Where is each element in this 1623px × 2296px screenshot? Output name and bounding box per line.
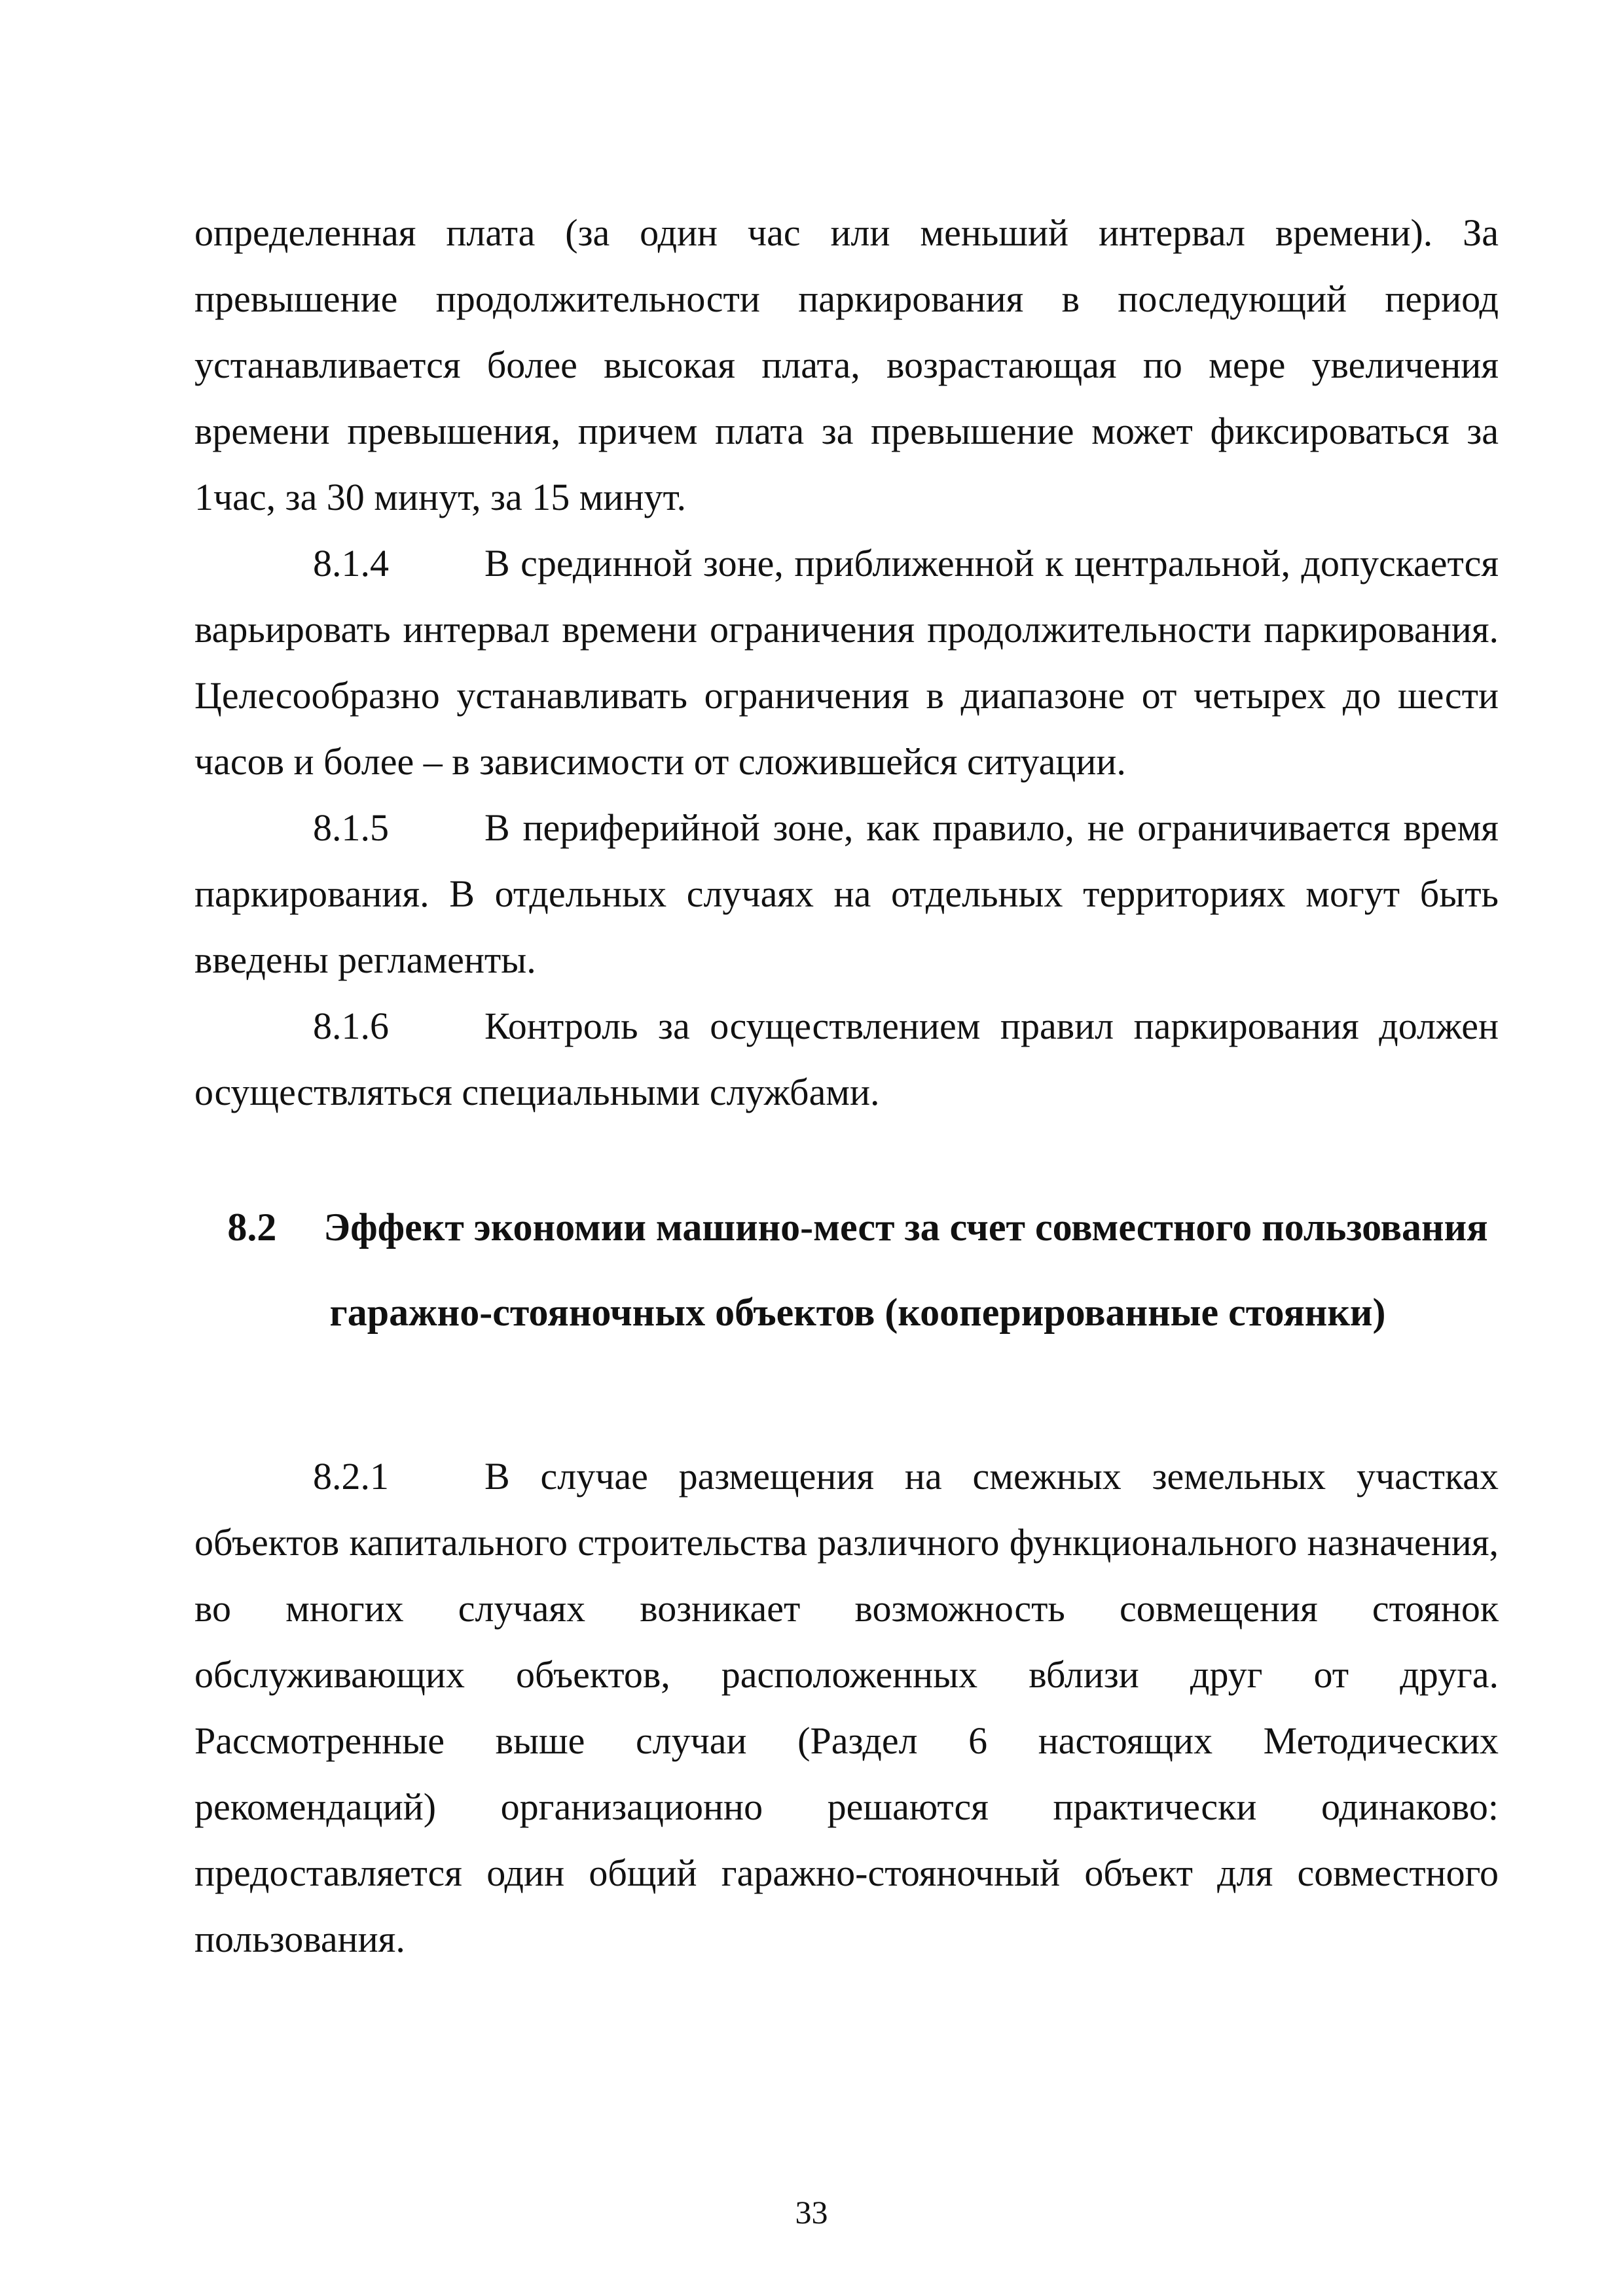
clause-number: 8.2.1 [313, 1455, 389, 1498]
paragraph-text: Контроль за осуществлением правил паркирования должен осуществляться специальными службами. [194, 1005, 1499, 1113]
paragraph-text: В срединной зоне, приближенной к центральной, допускается варьировать интервал времени ограничения продолжительности паркирования. Целесообразно устанавливать ограничения в диапазоне от четырех до шести часов и более – в зависимости от сложившейся ситуации. [194, 542, 1499, 783]
page-number: 33 [795, 2194, 828, 2231]
body-text-upper [194, 200, 1499, 1125]
clause-number: 8.1.4 [313, 542, 389, 584]
paragraph-continuation [194, 200, 1499, 530]
paragraph-8-2-1 [194, 1443, 1499, 1972]
section-title: Эффект экономии машино-мест за счет совместного пользования гаражно-стояночных объектов (кооперированные стоянки) [323, 1206, 1488, 1334]
paragraph-text: В случае размещения на смежных земельных участках объектов капитального строительства различного функционального назначения, во многих случаях возникает возможность совмещения стоянок обслуживающих объектов, расположенных вблизи друг от друга. Рассмотренные выше случаи (Раздел 6 настоящих Методических рекомендаций) организационно решаются практически одинаково: предоставляется один общий гаражно-стояночный объект для совместного пользования. [194, 1455, 1499, 1960]
clause-number: 8.1.6 [313, 1005, 389, 1047]
body-text-lower [194, 1443, 1499, 1972]
clause-number: 8.1.5 [313, 806, 389, 849]
paragraph-8-1-4 [194, 530, 1499, 795]
paragraph-text: В периферийной зоне, как правило, не ограничивается время паркирования. В отдельных случаях на отдельных территориях могут быть введены регламенты. [194, 806, 1499, 981]
paragraph-8-1-6 [194, 993, 1499, 1125]
section-heading [216, 1185, 1499, 1355]
section-number: 8.2 [227, 1206, 277, 1249]
paragraph-8-1-5 [194, 795, 1499, 993]
paragraph-text: определенная плата (за один час или меньший интервал времени). За превышение продолжительности паркирования в последующий период устанавливается более высокая плата, возрастающая по мере увеличения времени превышения, причем плата за превышение может фиксироваться за 1час, за 30 минут, за 15 минут. [194, 211, 1499, 518]
